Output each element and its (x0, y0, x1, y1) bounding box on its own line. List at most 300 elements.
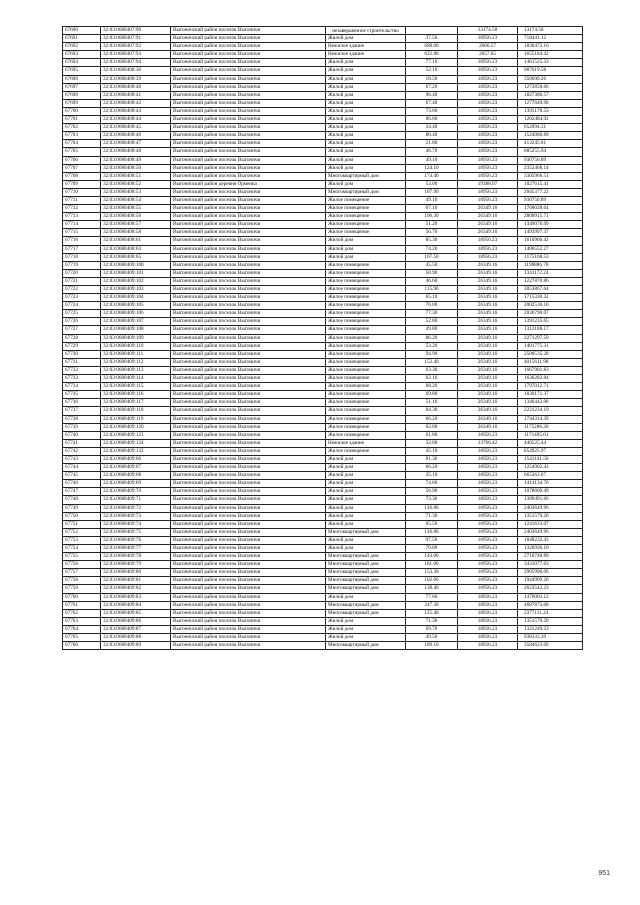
row-number-cell: 67759 (63, 585, 101, 593)
area-cell: 68.20 (406, 383, 458, 391)
table-row (63, 140, 583, 148)
table-row (63, 253, 583, 261)
address-cell: Выгоничский район поселок Выгоничи (171, 634, 326, 642)
row-number-cell: 67722 (63, 286, 101, 294)
unit-value-cell: 18956.23 (458, 488, 518, 496)
cadastral-number-cell: 32:03:0680409:80 (101, 569, 171, 577)
address-cell: Выгоничский район поселок Выгоничи (171, 269, 326, 277)
table-row (63, 504, 583, 512)
cadastral-number-cell: 32:03:0680407:91 (101, 35, 171, 43)
table-row (63, 188, 583, 196)
area-cell: 34.40 (406, 124, 458, 132)
row-number-cell: 67699 (63, 99, 101, 107)
cadastral-value-cell: 718441.12 (518, 35, 583, 43)
cadastral-value-cell: 4015611.98 (518, 358, 583, 366)
unit-value-cell: 18956.23 (458, 617, 518, 625)
unit-value-cell: 26349.16 (458, 334, 518, 342)
address-cell: Выгоничский район поселок Выгоничи (171, 116, 326, 124)
object-type-cell: Нежилое здание (326, 51, 406, 59)
object-type-cell: Многоквартирный дом (326, 172, 406, 180)
row-number-cell: 67723 (63, 294, 101, 302)
table-row (63, 205, 583, 213)
row-number-cell: 67705 (63, 148, 101, 156)
cadastral-number-cell: 32:03:0680409:86 (101, 617, 171, 625)
cadastral-value-cell: 938333.39 (518, 634, 583, 642)
cadastral-value-cell: 1254902.43 (518, 464, 583, 472)
table-row (63, 520, 583, 528)
cadastral-number-cell: 32:03:0680409:85 (101, 609, 171, 617)
object-type-cell: Жилой дом (326, 253, 406, 261)
cadastral-number-cell: 32:03:0680409:120 (101, 423, 171, 431)
object-type-cell: Жилое помещение (326, 205, 406, 213)
area-cell: 97.50 (406, 536, 458, 544)
area-cell: 76.00 (406, 302, 458, 310)
object-type-cell: Многоквартирный дом (326, 585, 406, 593)
row-number-cell: 67748 (63, 496, 101, 504)
cadastral-value-cell: 2271297.59 (518, 334, 583, 342)
row-number-cell: 67714 (63, 221, 101, 229)
unit-value-cell: 18956.23 (458, 512, 518, 520)
row-number-cell: 67703 (63, 132, 101, 140)
cadastral-value-cell: 2500535.28 (518, 350, 583, 358)
area-cell: 65.50 (406, 520, 458, 528)
cadastral-value-cell: 2352468.14 (518, 164, 583, 172)
cadastral-value-cell: 1797012.71 (518, 383, 583, 391)
cadastral-number-cell: 32:03:0680409:67 (101, 464, 171, 472)
cadastral-number-cell: 32:03:0680408:53 (101, 188, 171, 196)
cadastral-value-cell: 652094.31 (518, 124, 583, 132)
cadastral-value-cell: 350690.26 (518, 75, 583, 83)
row-number-cell: 67737 (63, 407, 101, 415)
object-type-cell: Жилой дом (326, 35, 406, 43)
table-row (63, 164, 583, 172)
table-row (63, 124, 583, 132)
address-cell: Выгоничский район поселок Выгоничи (171, 536, 326, 544)
cadastral-value-cell: 1321249.23 (518, 625, 583, 633)
area-cell: 71.30 (406, 512, 458, 520)
unit-value-cell: 18956.23 (458, 116, 518, 124)
cadastral-number-cell: 32:03:0680408:45 (101, 124, 171, 132)
object-type-cell: Жилое помещение (326, 277, 406, 285)
unit-value-cell: 18956.23 (458, 464, 518, 472)
row-number-cell: 67751 (63, 520, 101, 528)
address-cell: Выгоничский район поселок Выгоничи (171, 140, 326, 148)
object-type-cell: Жилое помещение (326, 431, 406, 439)
row-number-cell: 67710 (63, 188, 101, 196)
row-number-cell: 67720 (63, 269, 101, 277)
unit-value-cell: 26349.16 (458, 358, 518, 366)
row-number-cell: 67743 (63, 455, 101, 463)
table-row (63, 455, 583, 463)
address-cell: Выгоничский район поселок Выгоничи (171, 124, 326, 132)
area-cell: 53.20 (406, 342, 458, 350)
area-cell: 126.80 (406, 528, 458, 536)
cadastral-value-cell: 1241633.07 (518, 520, 583, 528)
table-row (63, 472, 583, 480)
area-cell: 85.30 (406, 237, 458, 245)
cadastral-number-cell: 32:03:0680408:49 (101, 156, 171, 164)
cadastral-number-cell: 32:03:0680408:58 (101, 229, 171, 237)
cadastral-value-table (62, 26, 583, 650)
address-cell: Выгоничский район поселок Выгоничи (171, 593, 326, 601)
area-cell: 66.20 (406, 415, 458, 423)
row-number-cell: 67754 (63, 545, 101, 553)
unit-value-cell: 18956.23 (458, 67, 518, 75)
unit-value-cell: 18956.23 (458, 455, 518, 463)
unit-value-cell: 18956.23 (458, 124, 518, 132)
row-number-cell: 67698 (63, 91, 101, 99)
unit-value-cell: 26349.16 (458, 326, 518, 334)
area-cell: 124.10 (406, 164, 458, 172)
cadastral-value-cell: 1848232.43 (518, 536, 583, 544)
cadastral-value-cell: 1944909.20 (518, 577, 583, 585)
address-cell: Выгоничский район поселок Выгоничи (171, 415, 326, 423)
cadastral-number-cell: 32:03:0680408:52 (101, 180, 171, 188)
cadastral-number-cell: 32:03:0680409:119 (101, 415, 171, 423)
object-type-cell: Многоквартирный дом (326, 642, 406, 650)
table-row (63, 51, 583, 59)
cadastral-number-cell: 32:03:0680407:94 (101, 59, 171, 67)
address-cell: Выгоничский район поселок Выгоничи (171, 188, 326, 196)
cadastral-number-cell: 32:03:0680407:90 (101, 27, 171, 35)
cadastral-number-cell: 32:03:0680408:43 (101, 107, 171, 115)
row-number-cell: 67706 (63, 156, 101, 164)
area-cell: 18.50 (406, 75, 458, 83)
unit-value-cell: 18956.23 (458, 99, 518, 107)
row-number-cell: 67726 (63, 318, 101, 326)
cadastral-value-cell: 1346442.08 (518, 399, 583, 407)
row-number-cell: 67731 (63, 358, 101, 366)
row-number-cell: 67734 (63, 383, 101, 391)
unit-value-cell: 26349.16 (458, 375, 518, 383)
area-cell: 152.40 (406, 358, 458, 366)
unit-value-cell: 18956.23 (458, 253, 518, 261)
cadastral-value-cell: 3431077.63 (518, 561, 583, 569)
cadastral-value-cell: 3053867.64 (518, 286, 583, 294)
cadastral-value-cell: 1027615.41 (518, 180, 583, 188)
unit-value-cell: 18956.23 (458, 520, 518, 528)
cadastral-value-table-page (62, 26, 582, 650)
cadastral-number-cell: 32:03:0680409:118 (101, 407, 171, 415)
cadastral-number-cell: 32:03:0680409:117 (101, 399, 171, 407)
cadastral-number-cell: 32:03:0680408:57 (101, 221, 171, 229)
unit-value-cell: 26349.16 (458, 205, 518, 213)
cadastral-number-cell: 32:03:0680409:108 (101, 326, 171, 334)
address-cell: Выгоничский район поселок Выгоничи (171, 528, 326, 536)
row-number-cell: 67763 (63, 617, 101, 625)
address-cell: Выгоничский район поселок Выгоничи (171, 205, 326, 213)
row-number-cell: 67729 (63, 342, 101, 350)
cadastral-number-cell: 32:03:0680409:77 (101, 545, 171, 553)
address-cell: Выгоничский район поселок Выгоничи (171, 391, 326, 399)
table-row (63, 27, 583, 35)
object-type-cell: Жилой дом (326, 634, 406, 642)
cadastral-number-cell: 32:03:0680408:44 (101, 116, 171, 124)
cadastral-number-cell: 32:03:0680408:56 (101, 213, 171, 221)
object-type-cell: Жилой дом (326, 488, 406, 496)
unit-value-cell: 26349.16 (458, 286, 518, 294)
cadastral-number-cell: 32:03:0680408:36 (101, 67, 171, 75)
unit-value-cell: 13174.58 (458, 27, 518, 35)
table-row (63, 221, 583, 229)
table-row (63, 59, 583, 67)
area-cell (406, 27, 458, 35)
cadastral-number-cell: 32:03:0680408:41 (101, 91, 171, 99)
cadastral-number-cell: 32:03:0680408:47 (101, 140, 171, 148)
row-number-cell: 67744 (63, 464, 101, 472)
object-type-cell: Жилой дом (326, 180, 406, 188)
table-row (63, 269, 583, 277)
cadastral-value-cell: 2221234.19 (518, 407, 583, 415)
row-number-cell: 67761 (63, 601, 101, 609)
row-number-cell: 67757 (63, 569, 101, 577)
row-number-cell: 67753 (63, 536, 101, 544)
cadastral-number-cell: 32:03:0680409:102 (101, 277, 171, 285)
cadastral-value-cell: 3175168.53 (518, 253, 583, 261)
cadastral-value-cell: 1470003.12 (518, 593, 583, 601)
address-cell: Выгоничский район поселок Выгоничи (171, 350, 326, 358)
address-cell: Выгоничский район поселок Выгоничи (171, 383, 326, 391)
table-row (63, 399, 583, 407)
area-cell: 21.80 (406, 140, 458, 148)
cadastral-value-cell: 2403649.96 (518, 504, 583, 512)
address-cell: Выгоничский район деревня Орменка (171, 180, 326, 188)
object-type-cell: Жилое помещение (326, 318, 406, 326)
object-type-cell: Жилое помещение (326, 310, 406, 318)
cadastral-number-cell: 32:03:0680409:124 (101, 439, 171, 447)
cadastral-value-cell: 1395178.53 (518, 107, 583, 115)
unit-value-cell: 18956.23 (458, 132, 518, 140)
table-row (63, 496, 583, 504)
address-cell: Выгоничский район поселок Выгоничи (171, 447, 326, 455)
address-cell: Выгоничский район поселок Выгоничи (171, 334, 326, 342)
cadastral-value-cell: 2623542.23 (518, 585, 583, 593)
area-cell: 94.90 (406, 350, 458, 358)
object-type-cell: Жилое помещение (326, 196, 406, 204)
address-cell: Выгоничский район поселок Выгоничи (171, 496, 326, 504)
cadastral-number-cell: 32:03:0680409:132 (101, 447, 171, 455)
area-cell: 65.10 (406, 294, 458, 302)
area-cell: 167.50 (406, 253, 458, 261)
unit-value-cell: 26349.16 (458, 318, 518, 326)
cadastral-value-cell: 1326936.10 (518, 545, 583, 553)
row-number-cell: 67745 (63, 472, 101, 480)
object-type-cell: Жилой дом (326, 59, 406, 67)
table-row (63, 75, 583, 83)
table-row (63, 415, 583, 423)
cadastral-value-cell: 930750.89 (518, 156, 583, 164)
area-cell: 138.40 (406, 585, 458, 593)
unit-value-cell: 18956.23 (458, 107, 518, 115)
unit-value-cell: 18956.23 (458, 91, 518, 99)
unit-value-cell: 18956.23 (458, 59, 518, 67)
object-type-cell: Жилое помещение (326, 407, 406, 415)
row-number-cell: 67715 (63, 229, 101, 237)
row-number-cell: 67752 (63, 528, 101, 536)
unit-value-cell: 26349.16 (458, 383, 518, 391)
table-row (63, 67, 583, 75)
unit-value-cell: 18956.23 (458, 164, 518, 172)
table-row (63, 116, 583, 124)
table-row (63, 642, 583, 650)
unit-value-cell: 18956.23 (458, 245, 518, 253)
row-number-cell: 67739 (63, 423, 101, 431)
address-cell: Выгоничский район поселок Выгоничи (171, 569, 326, 577)
table-row (63, 35, 583, 43)
unit-value-cell: 18956.23 (458, 569, 518, 577)
area-cell: 69.70 (406, 625, 458, 633)
cadastral-value-cell: 1391235.65 (518, 318, 583, 326)
unit-value-cell: 26349.16 (458, 310, 518, 318)
object-type-cell: Жилой дом (326, 536, 406, 544)
unit-value-cell: 18956.23 (458, 156, 518, 164)
cadastral-value-cell: 3584623.09 (518, 642, 583, 650)
table-row (63, 480, 583, 488)
object-type-cell: Жилой дом (326, 91, 406, 99)
area-cell: 51.10 (406, 399, 458, 407)
row-number-cell: 67735 (63, 391, 101, 399)
cadastral-number-cell: 32:03:0680409:87 (101, 625, 171, 633)
row-number-cell: 67750 (63, 512, 101, 520)
area-cell: 80.40 (406, 132, 458, 140)
cadastral-value-cell: 930750.89 (518, 196, 583, 204)
object-type-cell: Жилое помещение (326, 391, 406, 399)
unit-value-cell: 13766.42 (458, 439, 518, 447)
cadastral-value-cell: 2377111.24 (518, 609, 583, 617)
cadastral-number-cell: 32:03:0680409:110 (101, 342, 171, 350)
area-cell: 62.10 (406, 375, 458, 383)
object-type-cell: Жилой дом (326, 245, 406, 253)
cadastral-value-cell: 1262484.92 (518, 116, 583, 124)
table-row (63, 237, 583, 245)
area-cell: 86.20 (406, 334, 458, 342)
area-cell: 115.90 (406, 286, 458, 294)
row-number-cell: 67711 (63, 196, 101, 204)
area-cell: 66.60 (406, 116, 458, 124)
cadastral-value-cell: 1227870.86 (518, 277, 583, 285)
row-number-cell: 67713 (63, 213, 101, 221)
row-number-cell: 67736 (63, 399, 101, 407)
address-cell: Выгоничский район поселок Выгоничи (171, 196, 326, 204)
table-row (63, 536, 583, 544)
unit-value-cell: 26349.16 (458, 350, 518, 358)
row-number-cell: 67712 (63, 205, 101, 213)
object-type-cell: Жилой дом (326, 140, 406, 148)
cadastral-number-cell: 32:03:0680409:89 (101, 642, 171, 650)
address-cell: Выгоничский район поселок Выгоничи (171, 318, 326, 326)
unit-value-cell: 26349.16 (458, 399, 518, 407)
object-type-cell: Жилое помещение (326, 326, 406, 334)
cadastral-number-cell: 32:03:0680409:68 (101, 472, 171, 480)
area-cell: 81.30 (406, 455, 458, 463)
object-type-cell: Жилое помещение (326, 375, 406, 383)
cadastral-value-cell: 13174.58 (518, 27, 583, 35)
unit-value-cell: 26349.16 (458, 221, 518, 229)
table-row (63, 277, 583, 285)
cadastral-number-cell: 32:03:0680409:69 (101, 480, 171, 488)
cadastral-number-cell: 32:03:0680408:40 (101, 83, 171, 91)
cadastral-number-cell: 32:03:0680409:73 (101, 512, 171, 520)
table-row (63, 545, 583, 553)
table-row (63, 601, 583, 609)
cadastral-value-cell: 1636282.84 (518, 375, 583, 383)
address-cell: Выгоничский район поселок Выгоничи (171, 229, 326, 237)
table-row (63, 358, 583, 366)
cadastral-number-cell: 32:03:0680409:82 (101, 585, 171, 593)
row-number-cell: 67742 (63, 447, 101, 455)
address-cell: Выгоничский район поселок Выгоничи (171, 237, 326, 245)
row-number-cell: 67765 (63, 634, 101, 642)
address-cell: Выгоничский район поселок Выгоничи (171, 91, 326, 99)
cadastral-number-cell: 32:03:0680409:113 (101, 366, 171, 374)
area-cell: 49.80 (406, 326, 458, 334)
cadastral-value-cell: 1744314.39 (518, 415, 583, 423)
area-cell: 125.40 (406, 609, 458, 617)
cadastral-number-cell: 32:03:0680409:111 (101, 350, 171, 358)
object-type-cell: Многоквартирный дом (326, 561, 406, 569)
unit-value-cell: 26349.16 (458, 423, 518, 431)
object-type-cell: Жилой дом (326, 520, 406, 528)
address-cell: Выгоничский район поселок Выгоничи (171, 99, 326, 107)
object-type-cell: Жилое помещение (326, 213, 406, 221)
address-cell: Выгоничский район поселок Выгоничи (171, 439, 326, 447)
row-number-cell: 67704 (63, 140, 101, 148)
object-type-cell: Жилой дом (326, 148, 406, 156)
area-cell: 56.70 (406, 229, 458, 237)
address-cell: Выгоничский район поселок Выгоничи (171, 480, 326, 488)
cadastral-number-cell: 32:03:0680409:115 (101, 383, 171, 391)
cadastral-number-cell: 32:03:0680409:109 (101, 334, 171, 342)
area-cell: 45.50 (406, 261, 458, 269)
unit-value-cell: 26349.16 (458, 213, 518, 221)
cadastral-number-cell: 32:03:0680408:48 (101, 148, 171, 156)
object-type-cell: Жилое помещение (326, 399, 406, 407)
unit-value-cell: 18956.23 (458, 35, 518, 43)
address-cell: Выгоничский район поселок Выгоничи (171, 164, 326, 172)
address-cell: Выгоничский район поселок Выгоничи (171, 407, 326, 415)
area-cell: 53.00 (406, 180, 458, 188)
cadastral-value-cell: 1401775.31 (518, 342, 583, 350)
table-row (63, 213, 583, 221)
object-type-cell: Многоквартирный дом (326, 601, 406, 609)
cadastral-value-cell: 1616966.42 (518, 237, 583, 245)
address-cell: Выгоничский район поселок Выгоничи (171, 561, 326, 569)
table-row (63, 383, 583, 391)
cadastral-number-cell: 32:03:0680408:55 (101, 205, 171, 213)
cadastral-value-cell: 1827380.57 (518, 91, 583, 99)
table-row (63, 99, 583, 107)
area-cell: 52.80 (406, 318, 458, 326)
row-number-cell: 67695 (63, 67, 101, 75)
object-type-cell: Жилое помещение (326, 269, 406, 277)
cadastral-value-cell: 2710740.89 (518, 553, 583, 561)
table-row (63, 512, 583, 520)
object-type-cell: Многоквартирный дом (326, 188, 406, 196)
unit-value-cell: 26349.16 (458, 277, 518, 285)
row-number-cell: 67746 (63, 480, 101, 488)
object-type-cell: Жилой дом (326, 75, 406, 83)
object-type-cell: Жилой дом (326, 67, 406, 75)
object-type-cell: Жилой дом (326, 124, 406, 132)
area-cell: 688.00 (406, 43, 458, 51)
cadastral-value-cell: 1351579.20 (518, 512, 583, 520)
object-type-cell: Многоквартирный дом (326, 553, 406, 561)
cadastral-value-cell: 1341172.24 (518, 269, 583, 277)
unit-value-cell: 18956.23 (458, 593, 518, 601)
unit-value-cell: 18956.23 (458, 536, 518, 544)
unit-value-cell: 18956.23 (458, 601, 518, 609)
row-number-cell: 67740 (63, 431, 101, 439)
